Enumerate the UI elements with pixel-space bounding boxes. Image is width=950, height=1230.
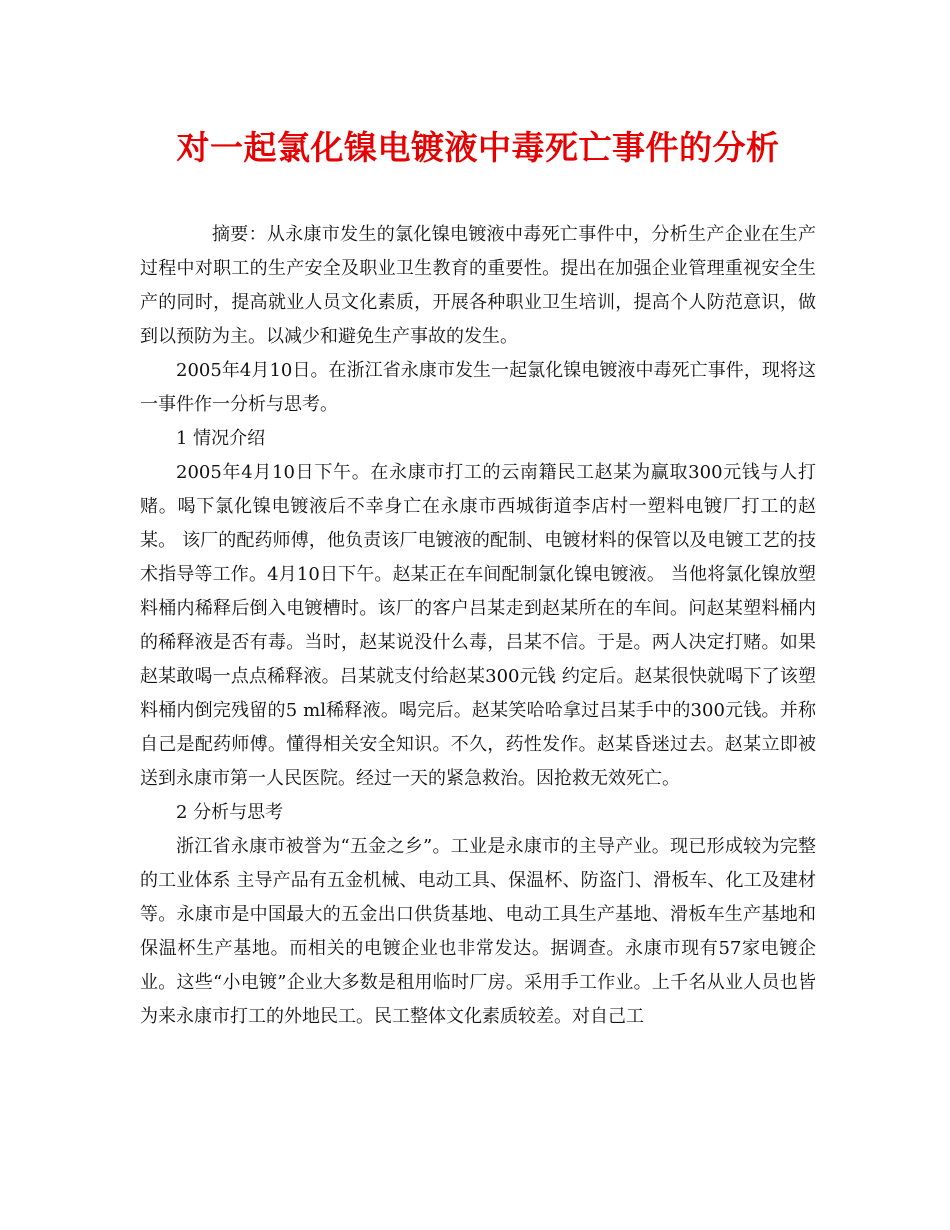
document-page [140, 118, 816, 1034]
intro-paragraph: 2005年4月10日。在浙江省永康市发生一起氯化镍电镀液中毒死亡事件，现将这一事件作一分析与思考。 [140, 360, 816, 415]
abstract-paragraph: 摘要：从永康市发生的氯化镍电镀液中毒死亡事件中，分析生产企业在生产过程中对职工的生产安全及职业卫生教育的重要性。提出在加强企业管理重视安全生产的同时，提高就业人员文化素质，开展各种职业卫生培训，提高个人防范意识，做到以预防为主。以减少和避免生产事故的发生。 [140, 224, 816, 347]
section-1-heading: 1 情况介绍 [176, 428, 266, 449]
document-title: 对一起氯化镍电镀液中毒死亡事件的分析 [176, 128, 780, 167]
section-2-heading: 2 分析与思考 [176, 802, 284, 823]
section-2-body: 浙江省永康市被誉为“五金之乡”。工业是永康市的主导产业。现已形成较为完整的工业体系 主导产品有五金机械、电动工具、保温杯、防盗门、滑板车、化工及建材等。永康市是中国最大的五金出口供货基地、电动工具生产基地、滑板车生产基地和保温杯生产基地。而相关的电镀企业也非常发达。据调查。永康市现有57家电镀企业。这些“小电镀”企业大多数是租用临时厂房。采用手工作业。上千名从业人员也皆为来永康市打工的外地民工。民工整体文化素质较差。对自己工 [140, 836, 816, 1027]
section-1-body: 2005年4月10日下午。在永康市打工的云南籍民工赵某为赢取300元钱与人打赌。喝下氯化镍电镀液后不幸身亡在永康市西城街道李店村一塑料电镀厂打工的赵某。 该厂的配药师傅，他负责该厂电镀液的配制、电镀材料的保管以及电镀工艺的技术指导等工作。4月10日下午。赵某正在车间配制氯化镍电镀液。 当他将氯化镍放塑料桶内稀释后倒入电镀槽时。该厂的客户吕某走到赵某所在的车间。问赵某塑料桶内的稀释液是否有毒。当时，赵某说没什么毒，吕某不信。于是。两人决定打赌。如果赵某敢喝一点点稀释液。吕某就支付给赵某300元钱 约定后。赵某很快就喝下了该塑料桶内倒完残留的5 ml稀释液。喝完后。赵某笑哈哈拿过吕某手中的300元钱。并称自己是配药师傅。懂得相关安全知识。不久，药性发作。赵某昏迷过去。赵某立即被送到永康市第一人民医院。经过一天的紧急救治。因抢救无效死亡。 [140, 462, 816, 789]
